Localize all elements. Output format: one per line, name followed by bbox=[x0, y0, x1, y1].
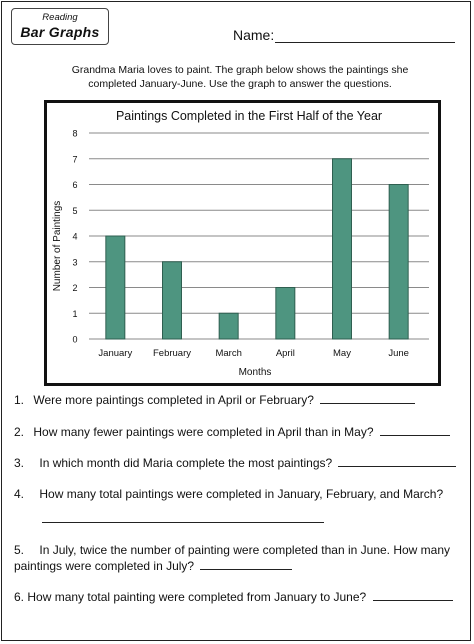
question-number: 6. bbox=[14, 590, 25, 604]
x-tick-label: May bbox=[333, 348, 351, 359]
question-1 bbox=[14, 393, 415, 407]
question-number: 1. bbox=[14, 393, 25, 407]
y-tick-label: 1 bbox=[72, 308, 78, 319]
name-label: Name: bbox=[233, 27, 275, 43]
y-axis-label: Number of Paintings bbox=[52, 200, 63, 292]
question-6 bbox=[14, 590, 453, 604]
y-tick-label: 6 bbox=[72, 180, 78, 190]
y-tick-label: 5 bbox=[72, 205, 78, 216]
bar-may bbox=[333, 159, 352, 339]
title-small: Reading bbox=[42, 12, 78, 23]
answer-blank[interactable] bbox=[320, 393, 415, 404]
y-tick-label: 3 bbox=[72, 257, 78, 268]
question-text: How many total painting were completed from January to June? bbox=[27, 590, 367, 604]
question-number: 5. bbox=[14, 543, 25, 557]
y-tick-label: 0 bbox=[72, 334, 78, 345]
question-number: 4. bbox=[14, 487, 25, 501]
title-big: Bar Graphs bbox=[20, 24, 100, 40]
question-text-continued: paintings were completed in July? bbox=[14, 559, 195, 573]
question-number: 3. bbox=[14, 456, 25, 470]
question-5 bbox=[14, 543, 450, 557]
bar-june bbox=[389, 185, 408, 340]
x-tick-label: June bbox=[388, 348, 409, 359]
bar-january bbox=[106, 236, 125, 339]
y-tick-label: 8 bbox=[72, 128, 78, 139]
answer-blank[interactable] bbox=[338, 456, 456, 467]
x-tick-label: March bbox=[215, 348, 242, 359]
question-number: 2. bbox=[14, 425, 25, 439]
question-5-line-2 bbox=[14, 559, 292, 573]
y-tick-label: 4 bbox=[72, 231, 78, 242]
y-tick-label: 2 bbox=[72, 283, 78, 293]
bar-february bbox=[163, 262, 182, 339]
x-tick-label: January bbox=[98, 348, 133, 359]
bar-april bbox=[276, 288, 295, 340]
question-text: How many fewer paintings were completed in April than in May? bbox=[33, 425, 374, 439]
bar-march bbox=[219, 313, 238, 339]
question-text: In which month did Maria complete the most paintings? bbox=[39, 456, 333, 470]
answer-line-4[interactable] bbox=[42, 522, 324, 523]
question-3 bbox=[14, 456, 456, 470]
worksheet-title bbox=[11, 8, 109, 45]
x-tick-label: February bbox=[152, 348, 192, 359]
question-text: Were more paintings completed in April or February? bbox=[33, 393, 314, 407]
answer-blank[interactable] bbox=[380, 425, 450, 436]
x-tick-label: April bbox=[275, 348, 295, 359]
chart-title: Paintings Completed in the First Half of the Year bbox=[115, 109, 383, 123]
intro-text: Grandma Maria loves to paint. The graph below shows the paintings she completed January-June. Use the graph to answer the questions. bbox=[71, 64, 409, 90]
question-2 bbox=[14, 425, 450, 439]
question-4 bbox=[14, 487, 443, 501]
name-answer-line[interactable] bbox=[275, 42, 455, 43]
answer-blank[interactable] bbox=[373, 590, 453, 601]
question-text: In July, twice the number of painting were completed than in June. How many bbox=[39, 543, 451, 557]
question-text: How many total paintings were completed in January, February, and March? bbox=[39, 487, 444, 501]
bar-chart bbox=[44, 100, 441, 386]
y-tick-label: 7 bbox=[72, 154, 78, 165]
x-axis-label: Months bbox=[238, 367, 272, 378]
answer-blank[interactable] bbox=[200, 559, 292, 570]
